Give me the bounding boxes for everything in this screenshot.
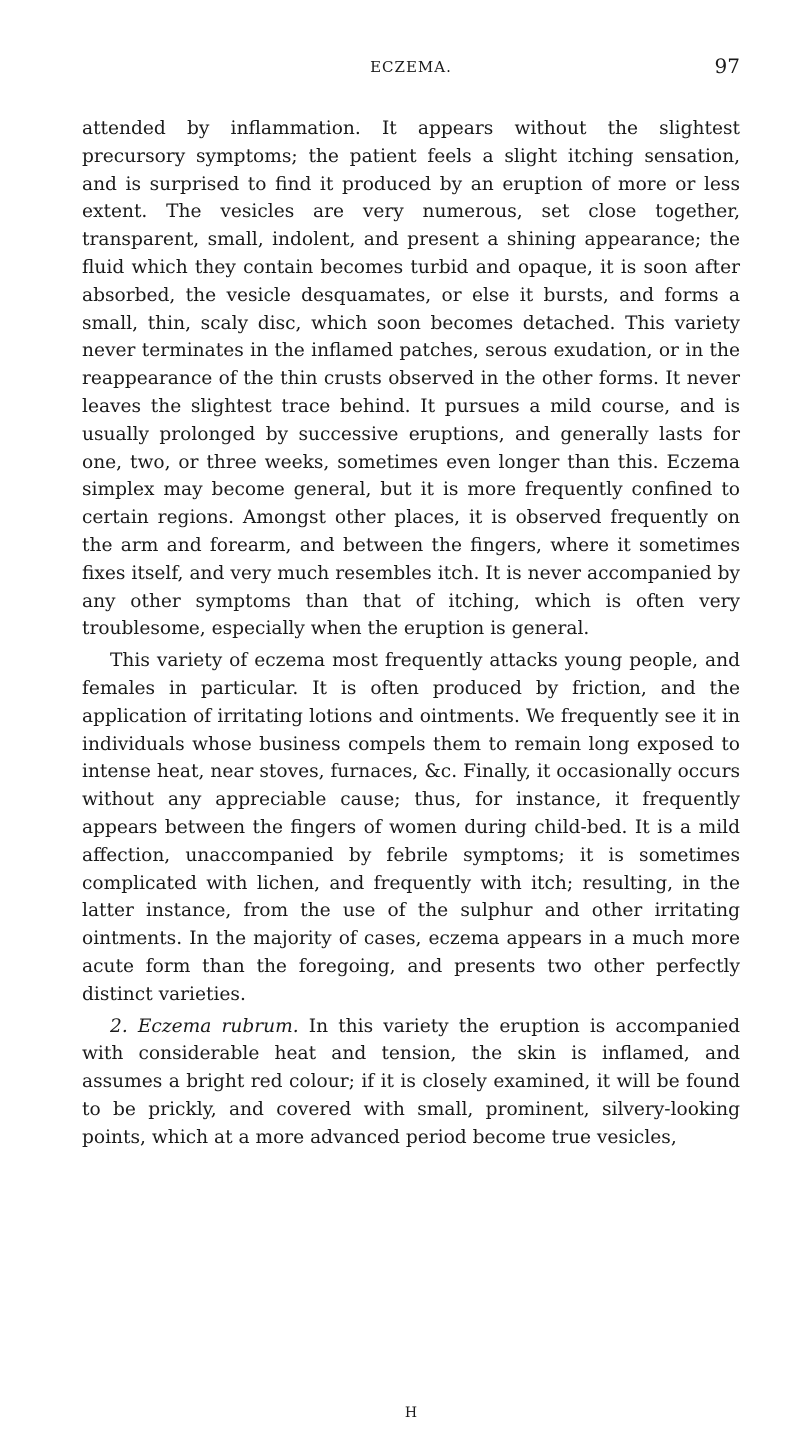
running-title: ECZEMA. [370, 58, 452, 76]
section-heading-eczema-rubrum: 2. Eczema rubrum. [110, 1015, 299, 1037]
paragraph-continuation: attended by inflammation. It appears without the slightest precursory symptoms; the patient feels a slight itching sensation, and is surprised to find it produced by an eruption of more or less extent. The vesicles are very numerous, set close together, transparent, small, indolent, and present a shining appearance; the fluid which they contain becomes turbid and opaque, it is soon after absorbed, the vesicle desquamates, or else it bursts, and forms a small, thin, scaly disc, which soon becomes detached. This variety never terminates in the inflamed patches, serous exudation, or in the reappearance of the thin crusts observed in the other forms. It never leaves the slightest trace behind. It pursues a mild course, and is usually prolonged by successive eruptions, and generally lasts for one, two, or three weeks, sometimes even longer than this. Eczema simplex may become general, but it is more frequently confined to certain regions. Amongst other places, it is observed frequently on the arm and forearm, and between the fingers, where it sometimes fixes itself, and very much resembles itch. It is never accompanied by any other symptoms than that of itching, which is often very troublesome, especially when the eruption is general. [82, 118, 740, 640]
signature-mark: H [404, 1405, 418, 1421]
page-number: 97 [714, 54, 740, 78]
running-head [82, 54, 740, 82]
paragraph-eczema-rubrum [82, 1013, 740, 1152]
paragraph-eczema-rubrum-text: In this variety the eruption is accompanied with considerable heat and tension, the skin is inflamed, and assumes a bright red colour; if it is closely examined, it will be found to be prickly, and covered with small, prominent, silvery-looking points, which at a more advanced period become true vesicles, [82, 1015, 740, 1148]
paragraph-variety-notes: This variety of eczema most frequently attacks young people, and females in particular. It is often produced by friction, and the application of irritating lotions and ointments. We frequently see it in individuals whose business compels them to remain long exposed to intense heat, near stoves, furnaces, &c. Finally, it occasionally occurs without any appreciable cause; thus, for instance, it frequently appears between the fingers of women during child-bed. It is a mild affection, unaccompanied by febrile symptoms; it is sometimes complicated with lichen, and frequently with itch; resulting, in the latter instance, from the use of the sulphur and other irritating ointments. In the majority of cases, eczema appears in a much more acute form than the foregoing, and presents two other perfectly distinct varieties. [82, 650, 740, 1005]
body-text [82, 115, 740, 1151]
